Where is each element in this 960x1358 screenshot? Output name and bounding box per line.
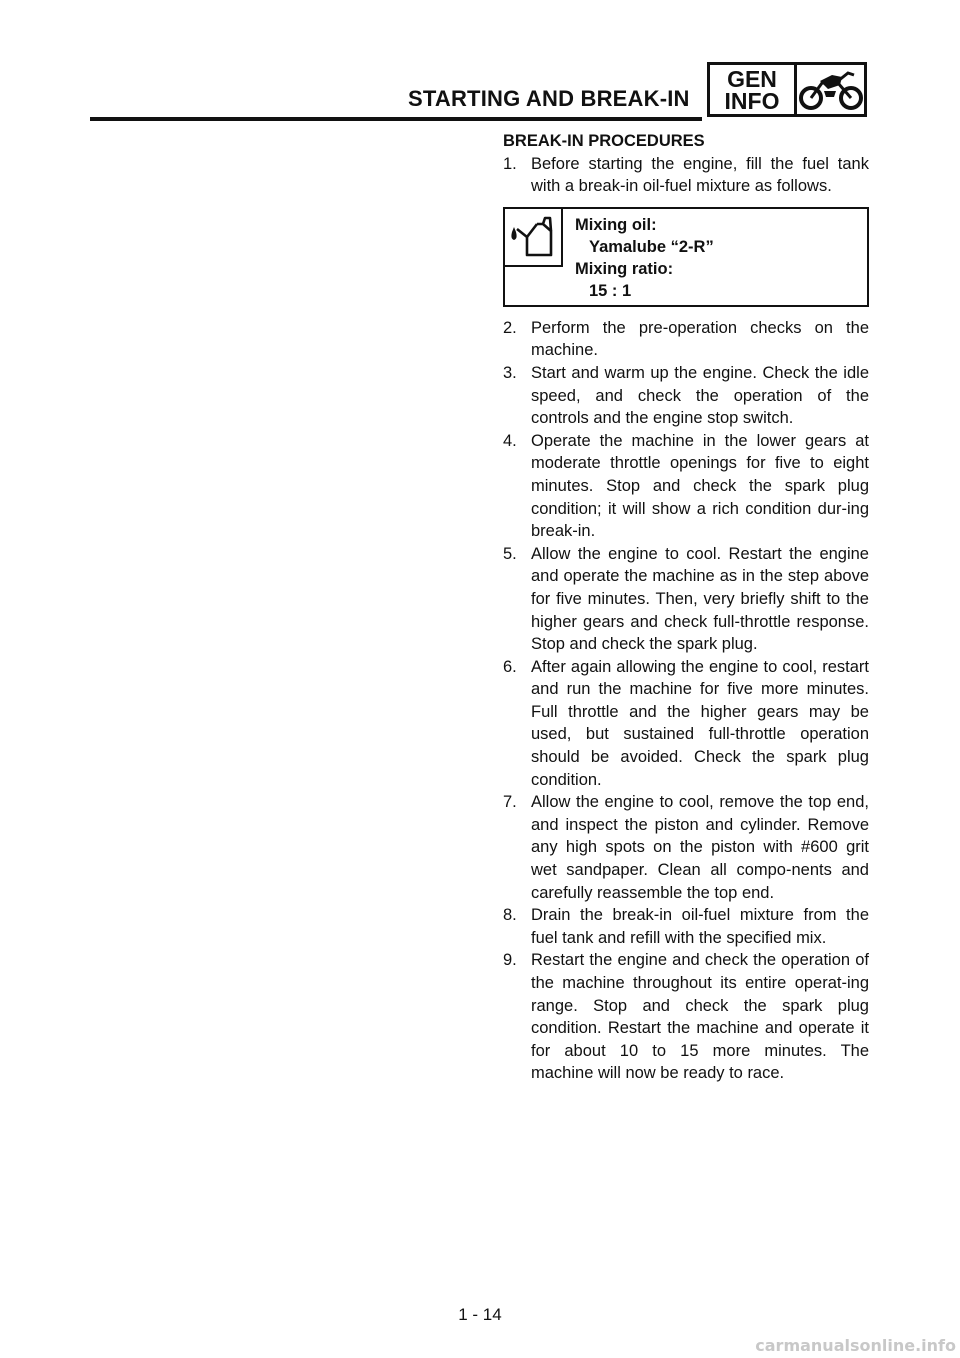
step-text: Start and warm up the engine. Check the idle speed, and check the operation of the controls and the engine stop switch.	[531, 363, 869, 428]
list-item	[503, 317, 869, 362]
procedure-list-continued	[503, 317, 869, 1085]
step-text: Drain the break-in oil-fuel mixture from the fuel tank and refill with the specified mix.	[531, 906, 869, 947]
step-number: 8.	[503, 906, 517, 925]
oil-can-icon	[505, 209, 563, 267]
watermark: carmanualsonline.info	[755, 1336, 956, 1355]
step-number: 4.	[503, 431, 517, 450]
mixing-oil-label: Mixing oil:	[575, 215, 657, 234]
mixing-ratio-label: Mixing ratio:	[575, 259, 674, 278]
page-number: 1 - 14	[458, 1305, 502, 1324]
list-item	[503, 656, 869, 792]
step-text: Restart the engine and check the operation of the machine throughout its entire operat-ing range. Stop and check the spark plug condition. Restart the machine and operate it for about 10 to 15 more minutes. The machine will now be ready to race.	[531, 951, 869, 1083]
mixing-ratio-value: 15 : 1	[589, 281, 632, 300]
dirt-bike-icon	[797, 65, 864, 114]
list-item	[503, 153, 869, 198]
step-number: 7.	[503, 793, 517, 812]
step-text: Allow the engine to cool. Restart the engine and operate the machine as in the step above for five minutes. Then, very briefly shift to the higher gears and check full-throttle response. Stop and check the spark plug.	[531, 544, 869, 654]
step-number: 2.	[503, 318, 517, 337]
step-number: 5.	[503, 544, 517, 563]
section-badge	[707, 62, 867, 117]
step-number: 3.	[503, 363, 517, 382]
list-item	[503, 904, 869, 949]
list-item	[503, 949, 869, 1085]
list-item	[503, 791, 869, 904]
step-text: After again allowing the engine to cool, restart and run the machine for five more minutes. Full throttle and the higher gears may be used, but sustained full-throttle operation should be avoided. Check the spark plug condition.	[531, 657, 869, 789]
step-number: 1.	[503, 154, 517, 173]
page-title: STARTING AND BREAK-IN	[408, 86, 690, 111]
badge-line-1: GEN	[727, 65, 777, 92]
mixing-oil-value: Yamalube “2-R”	[589, 237, 714, 256]
header-rule	[90, 117, 702, 121]
step-text: Before starting the engine, fill the fuel tank with a break-in oil-fuel mixture as follows.	[531, 154, 869, 196]
badge-line-2: INFO	[724, 87, 780, 114]
main-content	[503, 130, 869, 1085]
step-number: 6.	[503, 657, 517, 676]
spec-details	[563, 209, 714, 305]
spec-box	[503, 207, 869, 307]
list-item	[503, 362, 869, 430]
step-text: Allow the engine to cool, remove the top end, and inspect the piston and cylinder. Remove any high spots on the piston with #600 grit wet sandpaper. Clean all compo-nents and carefully reassemble the top end.	[531, 793, 869, 902]
step-text: Operate the machine in the lower gears at moderate throttle openings for five to eight minutes. Stop and check the spark plug condition; it will show a rich condition dur-ing break-in.	[531, 431, 869, 541]
step-number: 9.	[503, 951, 517, 970]
section-title: BREAK-IN PROCEDURES	[503, 132, 705, 150]
step-text: Perform the pre-operation checks on the machine.	[531, 318, 869, 360]
procedure-list	[503, 153, 869, 198]
list-item	[503, 543, 869, 656]
badge-label	[710, 65, 797, 114]
list-item	[503, 430, 869, 543]
